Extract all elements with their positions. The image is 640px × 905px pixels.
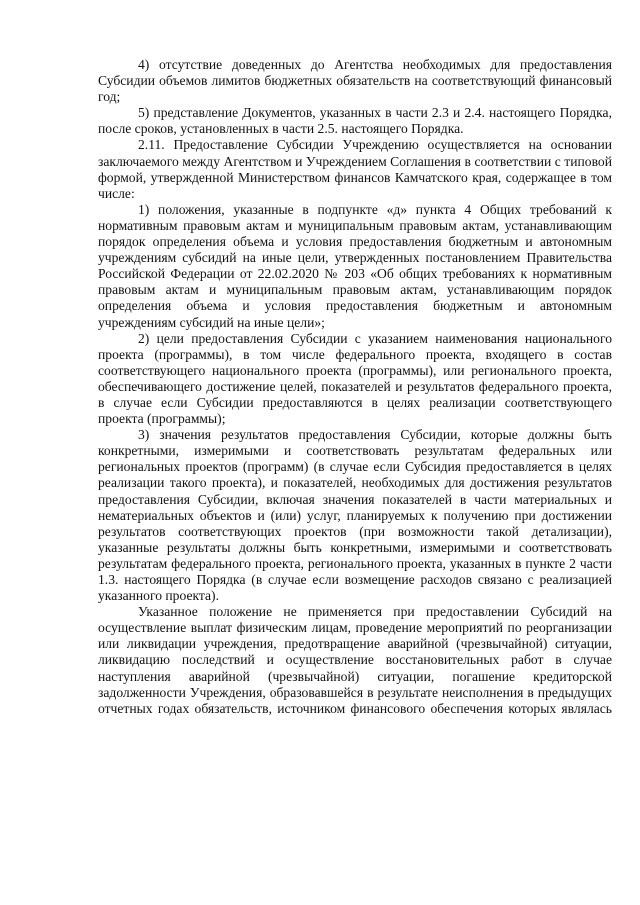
paragraph-item-5: 5) представление Документов, указанных в части 2.3 и 2.4. настоящего Порядка, после сроков, установленных в части 2.5. настоящего Порядка. — [98, 105, 612, 137]
paragraph-item-4: 4) отсутствие доведенных до Агентства необходимых для предоставления Субсидии объемов лимитов бюджетных обязательств на соответствующий финансовый год; — [98, 57, 612, 105]
paragraph-subitem-2: 2) цели предоставления Субсидии с указанием наименования национального проекта (программы), в том числе федерального проекта, входящего в состав соответствующего национального проекта (программы), или регионального проекта, обеспечивающего достижение целей, показателей и результатов федерального проекта, в случае если Субсидии предоставляются в целях реализации соответствующего проекта (программы); — [98, 330, 612, 427]
document-body — [98, 57, 612, 717]
paragraph-subitem-3: 3) значения результатов предоставления Субсидии, которые должны быть конкретными, измеримыми и соответствовать результатам федеральных или региональных проектов (программ) (в случае если Субсидия предоставляется в целях реализации такого проекта), и показателей, необходимых для достижения результатов предоставления Субсидии, включая значения показателей в части материальных и нематериальных объектов и (или) услуг, планируемых к получению при достижении результатов соответствующих проектов (при возможности такой детализации), указанные результаты должны быть конкретными, измеримыми и соответствовать результатам федерального проекта, регионального проекта, указанных в пункте 2 части 1.3. настоящего Порядка (в случае если возмещение расходов связано с реализацией указанного проекта). — [98, 427, 612, 604]
paragraph-exception: Указанное положение не применяется при предоставлении Субсидий на осуществление выплат физическим лицам, проведение мероприятий по реорганизации или ликвидации учреждения, предотвращение аварийной (чрезвычайной) ситуации, ликвидацию последствий и осуществление восстановительных работ в случае наступления аварийной (чрезвычайной) ситуации, погашение кредиторской задолженности Учреждения, образовавшейся в результате неисполнения в предыдущих отчетных годах обязательств, источником финансового обеспечения которых являлась — [98, 604, 612, 716]
paragraph-2-11: 2.11. Предоставление Субсидии Учреждению осуществляется на основании заключаемого между Агентством и Учреждением Соглашения в соответствии с типовой формой, утвержденной Министерством финансов Камчатского края, содержащее в том числе: — [98, 137, 612, 201]
paragraph-subitem-1: 1) положения, указанные в подпункте «д» пункта 4 Общих требований к нормативным правовым актам и муниципальным правовым актам, устанавливающим порядок определения объема и условия предоставления бюджетным и автономным учреждениям субсидий на иные цели, утвержденных постановлением Правительства Российской Федерации от 22.02.2020 № 203 «Об общих требованиях к нормативным правовым актам и муниципальным правовым актам, устанавливающим порядок определения объема и условия предоставления бюджетным и автономным учреждениям субсидий на иные цели»; — [98, 201, 612, 330]
